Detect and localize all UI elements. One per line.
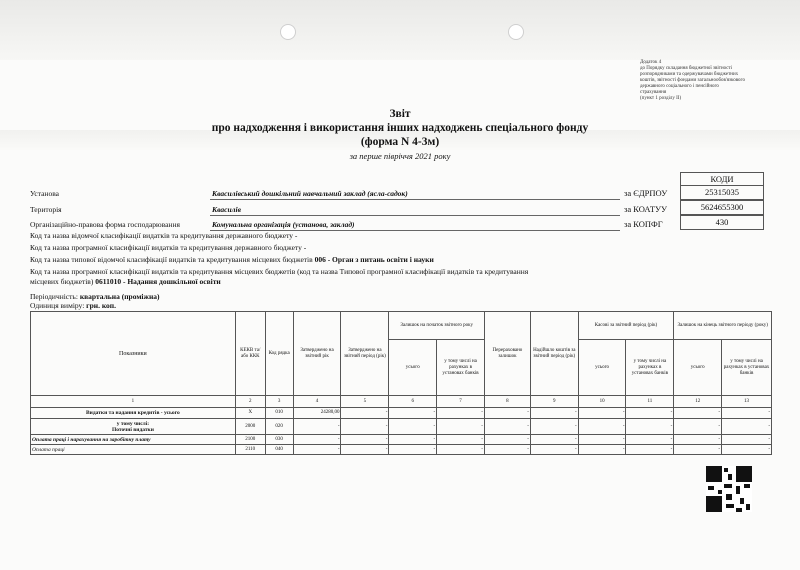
column-number-row	[31, 396, 772, 408]
cell-value: -	[341, 408, 389, 419]
header-total: усього	[578, 340, 626, 396]
cell-value: -	[578, 435, 626, 445]
qr-module	[746, 504, 750, 510]
cell-value: -	[578, 408, 626, 419]
qr-module	[708, 486, 714, 490]
cell-value: -	[389, 445, 437, 455]
institution-value: Квасилівський дошкільний навчальний заклад (ясла-садок)	[212, 189, 408, 198]
row-approved: -	[293, 435, 341, 445]
qr-finder	[706, 496, 722, 512]
header-balance-start: Залишок на початок звітного року	[389, 312, 485, 340]
table-row	[31, 419, 772, 435]
report-subtitle: про надходження і використання інших надходжень спеціального фонду	[211, 122, 589, 134]
qr-module	[744, 484, 750, 488]
cell-value: -	[437, 408, 485, 419]
cell-value: -	[578, 419, 626, 435]
local-program-label: Код та назва програмної класифікації видатків та кредитування місцевих бюджетів (код та назва Типової програмної класифікації видатків та кредитування	[30, 267, 529, 276]
column-number: 6	[389, 396, 437, 408]
underline	[210, 199, 620, 200]
header-total: усього	[674, 340, 722, 396]
header-row-code: Код рядка	[265, 312, 293, 396]
program-classification: Код та назва програмної класифікації видатків та кредитування державного бюджету -	[30, 243, 307, 252]
typical-classification	[30, 255, 434, 264]
row-code: 030	[265, 435, 293, 445]
cell-value: -	[674, 445, 722, 455]
cell-value: -	[722, 445, 772, 455]
header-approved-period: Затверджено на звітний період (рік)	[341, 312, 389, 396]
header-cash: Касові за звітний період (рік)	[578, 312, 674, 340]
column-number: 7	[437, 396, 485, 408]
header-indicators: Показники	[31, 312, 236, 396]
cell-value: -	[578, 445, 626, 455]
row-name: Видатки та надання кредитів - усього	[31, 408, 236, 419]
cell-value: -	[674, 408, 722, 419]
row-name: Оплата праці	[31, 445, 236, 455]
qr-module	[724, 484, 732, 488]
qr-module	[726, 504, 734, 508]
territory-label: Територія	[30, 205, 62, 214]
edrpou-label: за ЄДРПОУ	[624, 188, 668, 198]
cell-value: -	[437, 445, 485, 455]
report-table	[30, 311, 772, 455]
column-number: 8	[484, 396, 530, 408]
koatuu-label: за КОАТУУ	[624, 204, 668, 214]
row-kekv: 2000	[235, 419, 265, 435]
qr-module	[724, 468, 728, 472]
cell-value: -	[484, 408, 530, 419]
koatuu-code: 5624655300	[680, 200, 764, 215]
cell-value: -	[722, 419, 772, 435]
cell-value: -	[437, 419, 485, 435]
unit	[30, 301, 116, 310]
column-number: 13	[722, 396, 772, 408]
table-row	[31, 408, 772, 419]
qr-module	[736, 486, 740, 494]
column-number: 11	[626, 396, 674, 408]
column-number: 9	[530, 396, 578, 408]
table-row	[31, 435, 772, 445]
cell-value: -	[626, 445, 674, 455]
qr-module	[726, 494, 732, 500]
kopfg-code: 430	[680, 215, 764, 230]
kopfg-label: за КОПФГ	[624, 219, 663, 229]
cell-value: -	[437, 435, 485, 445]
codes-header: КОДИ	[680, 172, 764, 186]
cell-value: -	[341, 445, 389, 455]
report-title: Звіт	[389, 108, 411, 120]
cell-value: -	[389, 435, 437, 445]
header-approved-year: Затверджено на звітний рік	[293, 312, 341, 396]
form-number: (форма N 4-3м)	[360, 136, 440, 148]
legal-form-value: Комунальна організація (установа, заклад)	[212, 220, 355, 229]
qr-module	[728, 474, 732, 480]
table-row	[31, 445, 772, 455]
local-program-label2: місцевих бюджетів)	[30, 277, 96, 286]
dept-classification: Код та назва відомчої класифікації видатків та кредитування державного бюджету -	[30, 231, 298, 240]
header-kekv: КЕКВ та/або ККК	[235, 312, 265, 396]
cell-value: -	[626, 435, 674, 445]
header-received: Надійшло коштів за звітний період (рік)	[530, 312, 578, 396]
cell-value: -	[484, 445, 530, 455]
column-number: 5	[341, 396, 389, 408]
periodicity-label: Періодичність:	[30, 292, 80, 301]
row-code: 020	[265, 419, 293, 435]
punch-hole	[508, 24, 524, 40]
cell-value: -	[674, 435, 722, 445]
row-approved: 24280,00	[293, 408, 341, 419]
cell-value: -	[626, 419, 674, 435]
header-transferred: Перераховано залишок	[484, 312, 530, 396]
header-incl-banks: у тому числі на рахунках в установах банків	[722, 340, 772, 396]
cell-value: -	[530, 408, 578, 419]
column-number: 3	[265, 396, 293, 408]
report-period: за перше півріччя 2021 року	[349, 151, 451, 161]
qr-finder	[736, 466, 752, 482]
cell-value: -	[530, 419, 578, 435]
local-program	[30, 277, 221, 286]
edrpou-code: 25315035	[680, 185, 764, 200]
cell-value: -	[530, 445, 578, 455]
local-program-value: 0611010 - Надання дошкільної освіти	[95, 277, 221, 286]
institution-label: Установа	[30, 189, 59, 198]
cell-value: -	[674, 419, 722, 435]
periodicity-value: квартальна (проміжна)	[79, 292, 160, 301]
qr-module	[740, 498, 744, 504]
row-name: Оплата праці і нарахування на заробітну плату	[31, 435, 236, 445]
punch-hole	[280, 24, 296, 40]
legal-form-label: Організаційно-правова форма господарювання	[30, 220, 180, 229]
row-kekv: 2110	[235, 445, 265, 455]
header-total: усього	[389, 340, 437, 396]
typical-classification-value: 006 - Орган з питань освіти і науки	[314, 255, 434, 264]
row-name: у тому числі: Поточні видатки	[31, 419, 236, 435]
cell-value: -	[530, 435, 578, 445]
column-number: 10	[578, 396, 626, 408]
periodicity	[30, 292, 160, 301]
qr-finder	[706, 466, 722, 482]
qr-module	[736, 508, 742, 512]
header-balance-end: Залишок на кінець звітного періоду (року)	[674, 312, 772, 340]
qr-module	[718, 490, 722, 494]
unit-value: грн. коп.	[86, 301, 116, 310]
underline	[210, 215, 620, 216]
scan-shading	[0, 0, 800, 60]
header-incl-banks: у тому числі на рахунках в установах банків	[437, 340, 485, 396]
row-code: 010	[265, 408, 293, 419]
column-number: 2	[235, 396, 265, 408]
cell-value: -	[389, 408, 437, 419]
cell-value: -	[722, 435, 772, 445]
cell-value: -	[389, 419, 437, 435]
row-kekv: X	[235, 408, 265, 419]
typical-classification-label: Код та назва типової відомчої класифікації видатків та кредитування місцевих бюджетів	[30, 255, 315, 264]
territory-value: Квасилів	[212, 205, 241, 214]
row-kekv: 2100	[235, 435, 265, 445]
row-approved: -	[293, 419, 341, 435]
cell-value: -	[484, 419, 530, 435]
row-approved: -	[293, 445, 341, 455]
qr-code	[706, 466, 752, 512]
unit-label: Одиниця виміру:	[30, 301, 87, 310]
row-code: 040	[265, 445, 293, 455]
header-incl-banks: у тому числі на рахунках в установах банків	[626, 340, 674, 396]
cell-value: -	[722, 408, 772, 419]
cell-value: -	[341, 419, 389, 435]
cell-value: -	[484, 435, 530, 445]
header-note: Додаток 4 до Порядку складання бюджетної звітності розпорядниками та одержувачами бюджетних коштів, звітності фондами загальнообов'язкового державного соціального і пенсійного страхування (пункт 1 розділу ІІ)	[640, 60, 745, 101]
cell-value: -	[626, 408, 674, 419]
cell-value: -	[341, 435, 389, 445]
column-number: 12	[674, 396, 722, 408]
column-number: 1	[31, 396, 236, 408]
column-number: 4	[293, 396, 341, 408]
